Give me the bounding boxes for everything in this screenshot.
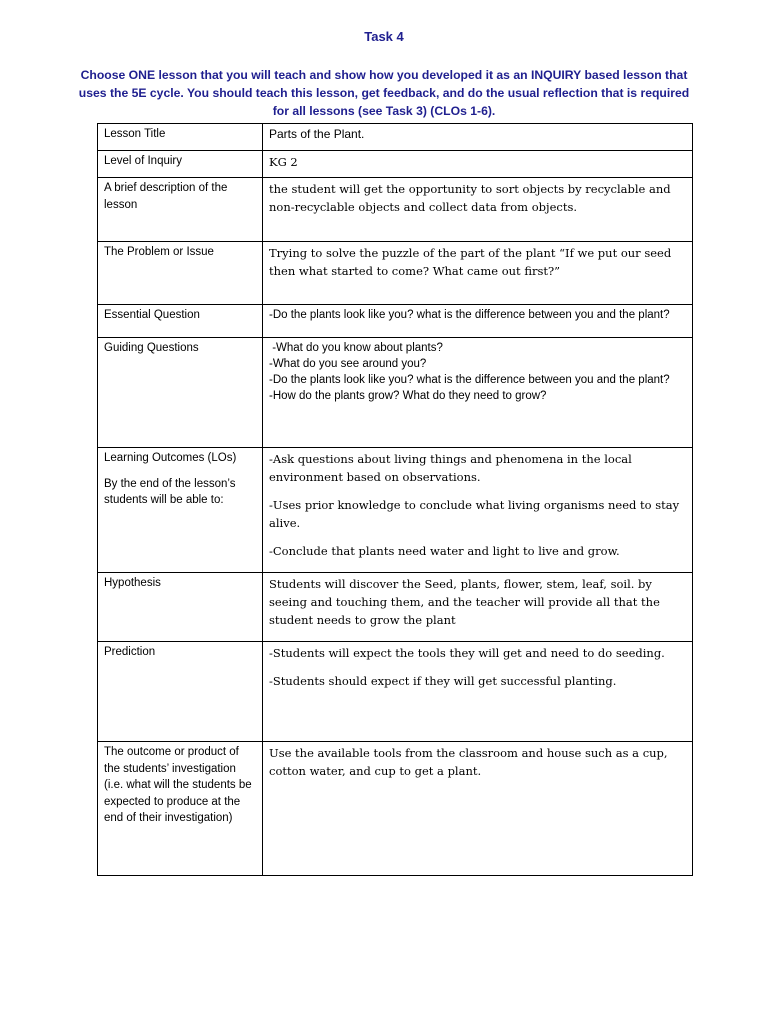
learning-outcome: -Conclude that plants need water and light to live and grow. (269, 544, 620, 558)
prediction-item: -Students will expect the tools they will get and need to do seeding. (269, 646, 665, 660)
guiding-question: -What do you see around you? (269, 358, 427, 370)
learning-outcome: -Uses prior knowledge to conclude what living organisms need to stay alive. (269, 498, 680, 530)
prediction-label: Prediction (98, 642, 263, 742)
hypothesis-label: Hypothesis (98, 573, 263, 642)
table-row (98, 124, 693, 151)
description-value: the student will get the opportunity to sort objects by recyclable and non-recyclable objects and collect data from objects. (263, 178, 693, 242)
learning-outcomes-value (263, 448, 693, 573)
guiding-question: -What do you know about plants? (269, 342, 443, 354)
prediction-value (263, 642, 693, 742)
table-row (98, 338, 693, 448)
task-instructions: Choose ONE lesson that you will teach and show how you developed it as an INQUIRY based lesson that uses the 5E cycle. You should teach this lesson, get feedback, and do the usual reflection that is required for all lessons (see Task 3) (CLOs 1-6). (78, 68, 690, 118)
table-row (98, 642, 693, 742)
learning-outcomes-label (98, 448, 263, 573)
guiding-questions-value (263, 338, 693, 448)
outcome-product-value: Use the available tools from the classroom and house such as a cup, cotton water, and cup to get a plant. (263, 742, 693, 876)
problem-value: Trying to solve the puzzle of the part of the plant “If we put our seed then what started to come? What came out first?” (263, 242, 693, 305)
table-row (98, 742, 693, 876)
table-row (98, 242, 693, 305)
lesson-title-label: Lesson Title (98, 124, 263, 151)
problem-label: The Problem or Issue (98, 242, 263, 305)
guiding-question: -Do the plants look like you? what is the difference between you and the plant? (269, 374, 670, 386)
hypothesis-value: Students will discover the Seed, plants, flower, stem, leaf, soil. by seeing and touching them, and the teacher will provide all that the student needs to grow the plant (263, 573, 693, 642)
task-title: Task 4 (364, 29, 404, 44)
lesson-title-value: Parts of the Plant. (263, 124, 693, 151)
description-label: A brief description of the lesson (98, 178, 263, 242)
guiding-question: -How do the plants grow? What do they need to grow? (269, 390, 547, 402)
learning-outcomes-heading: Learning Outcomes (LOs) (104, 452, 237, 464)
essential-question-value: -Do the plants look like you? what is the difference between you and the plant? (263, 305, 693, 338)
outcome-product-label: The outcome or product of the students’ investigation (i.e. what will the students be expected to produce at the end of their investigation) (98, 742, 263, 876)
table-row (98, 305, 693, 338)
table-row (98, 448, 693, 573)
level-value: KG 2 (263, 151, 693, 178)
learning-outcome: -Ask questions about living things and phenomena in the local environment based on observations. (269, 452, 632, 484)
prediction-item: -Students should expect if they will get successful planting. (269, 674, 617, 688)
guiding-questions-label: Guiding Questions (98, 338, 263, 448)
lesson-plan-table (97, 123, 693, 876)
table-row (98, 573, 693, 642)
table-row (98, 178, 693, 242)
level-label: Level of Inquiry (98, 151, 263, 178)
essential-question-label: Essential Question (98, 305, 263, 338)
table-row (98, 151, 693, 178)
learning-outcomes-subheading: By the end of the lesson’s students will be able to: (104, 477, 236, 506)
